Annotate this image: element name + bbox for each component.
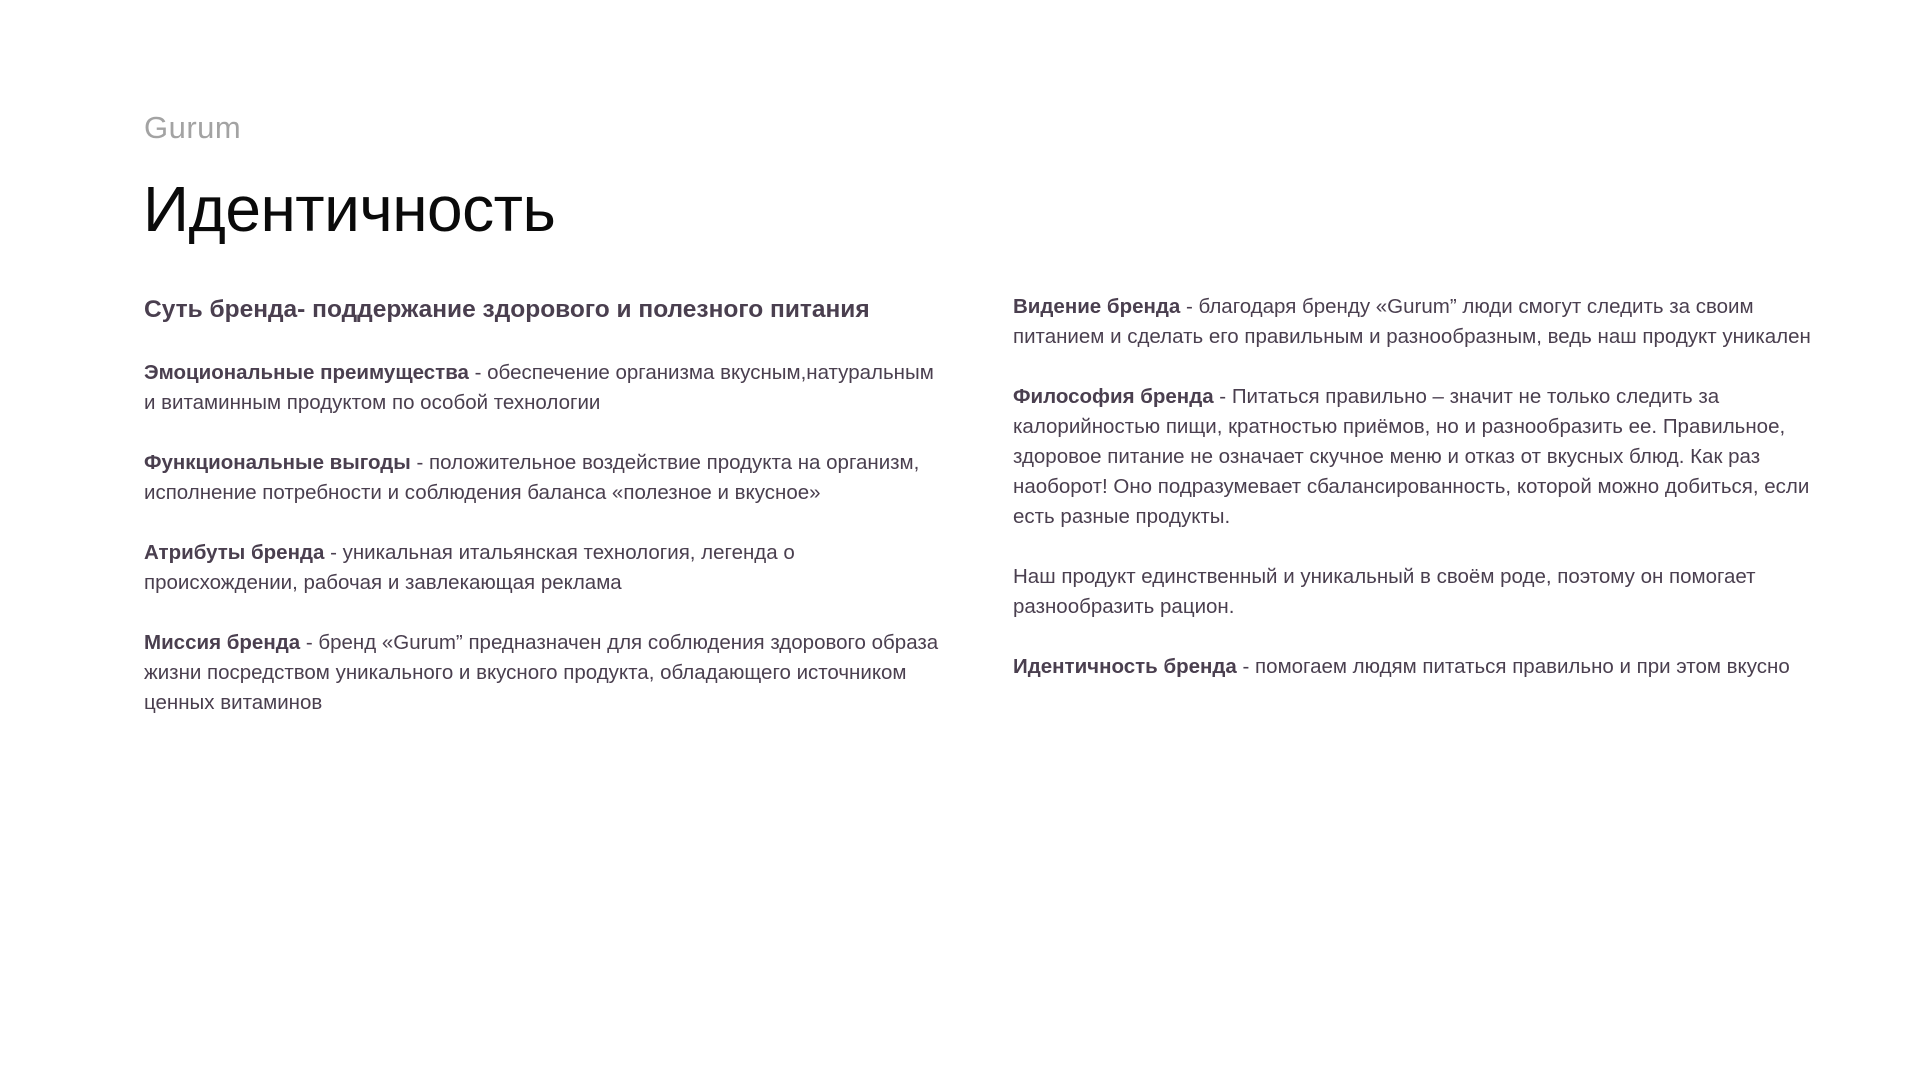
brand-vision bbox=[1013, 292, 1813, 352]
brand-identity bbox=[1013, 652, 1813, 682]
functional-benefits-text: - положительное воздействие продукта на организм, исполнение потребности и соблюдения баланса «полезное и вкусное» bbox=[144, 451, 920, 504]
brand-identity-text: - помогаем людям питаться правильно и при этом вкусно bbox=[1236, 655, 1790, 678]
left-column bbox=[144, 292, 944, 748]
brand-mission bbox=[144, 628, 944, 718]
brand-attributes bbox=[144, 538, 944, 598]
emotional-benefits-text: - обеспечение организма вкусным,натуральным и витаминным продуктом по особой технологии bbox=[144, 361, 934, 414]
emotional-benefits bbox=[144, 358, 944, 418]
brand-philosophy bbox=[1013, 382, 1813, 532]
brand-mission-text: - бренд «Gurum” предназначен для соблюдения здорового образа жизни посредством уникального и вкусного продукта, обладающего источником ценных витаминов bbox=[144, 631, 939, 714]
brand-vision-text: - благодаря бренду «Gurum” люди смогут следить за своим питанием и сделать его правильным и разнообразным, ведь наш продукт уникален bbox=[1013, 295, 1811, 348]
page-title: Идентичность bbox=[143, 173, 556, 245]
brand-essence: Суть бренда- поддержание здорового и полезного питания bbox=[144, 296, 870, 323]
brand-identity-term: Идентичность бренда bbox=[1013, 655, 1237, 678]
brand-name: Gurum bbox=[144, 110, 242, 145]
brand-philosophy-text: - Питаться правильно – значит не только следить за калорийностью пищи, кратностью приёмов, но и разнообразить ее. Правильное, здоровое питание не означает скучное меню и отказ от вкусных блюд. Как раз наоборот! Оно подразумевает сбалансированность, которой можно добиться, если есть разные продукты. bbox=[1013, 385, 1810, 528]
right-column bbox=[1013, 292, 1813, 712]
emotional-benefits-term: Эмоциональные преимущества bbox=[144, 361, 469, 384]
brand-attributes-term: Атрибуты бренда bbox=[144, 541, 325, 564]
brand-vision-term: Видение бренда bbox=[1013, 295, 1181, 318]
brand-attributes-text: - уникальная итальянская технология, легенда о происхождении, рабочая и завлекающая реклама bbox=[144, 541, 795, 594]
brand-philosophy-term: Философия бренда bbox=[1013, 385, 1214, 408]
brand-mission-term: Миссия бренда bbox=[144, 631, 301, 654]
functional-benefits bbox=[144, 448, 944, 508]
product-uniqueness: Наш продукт единственный и уникальный в своём роде, поэтому он помогает разнообразить рацион. bbox=[1013, 565, 1756, 618]
functional-benefits-term: Функциональные выгоды bbox=[144, 451, 411, 474]
